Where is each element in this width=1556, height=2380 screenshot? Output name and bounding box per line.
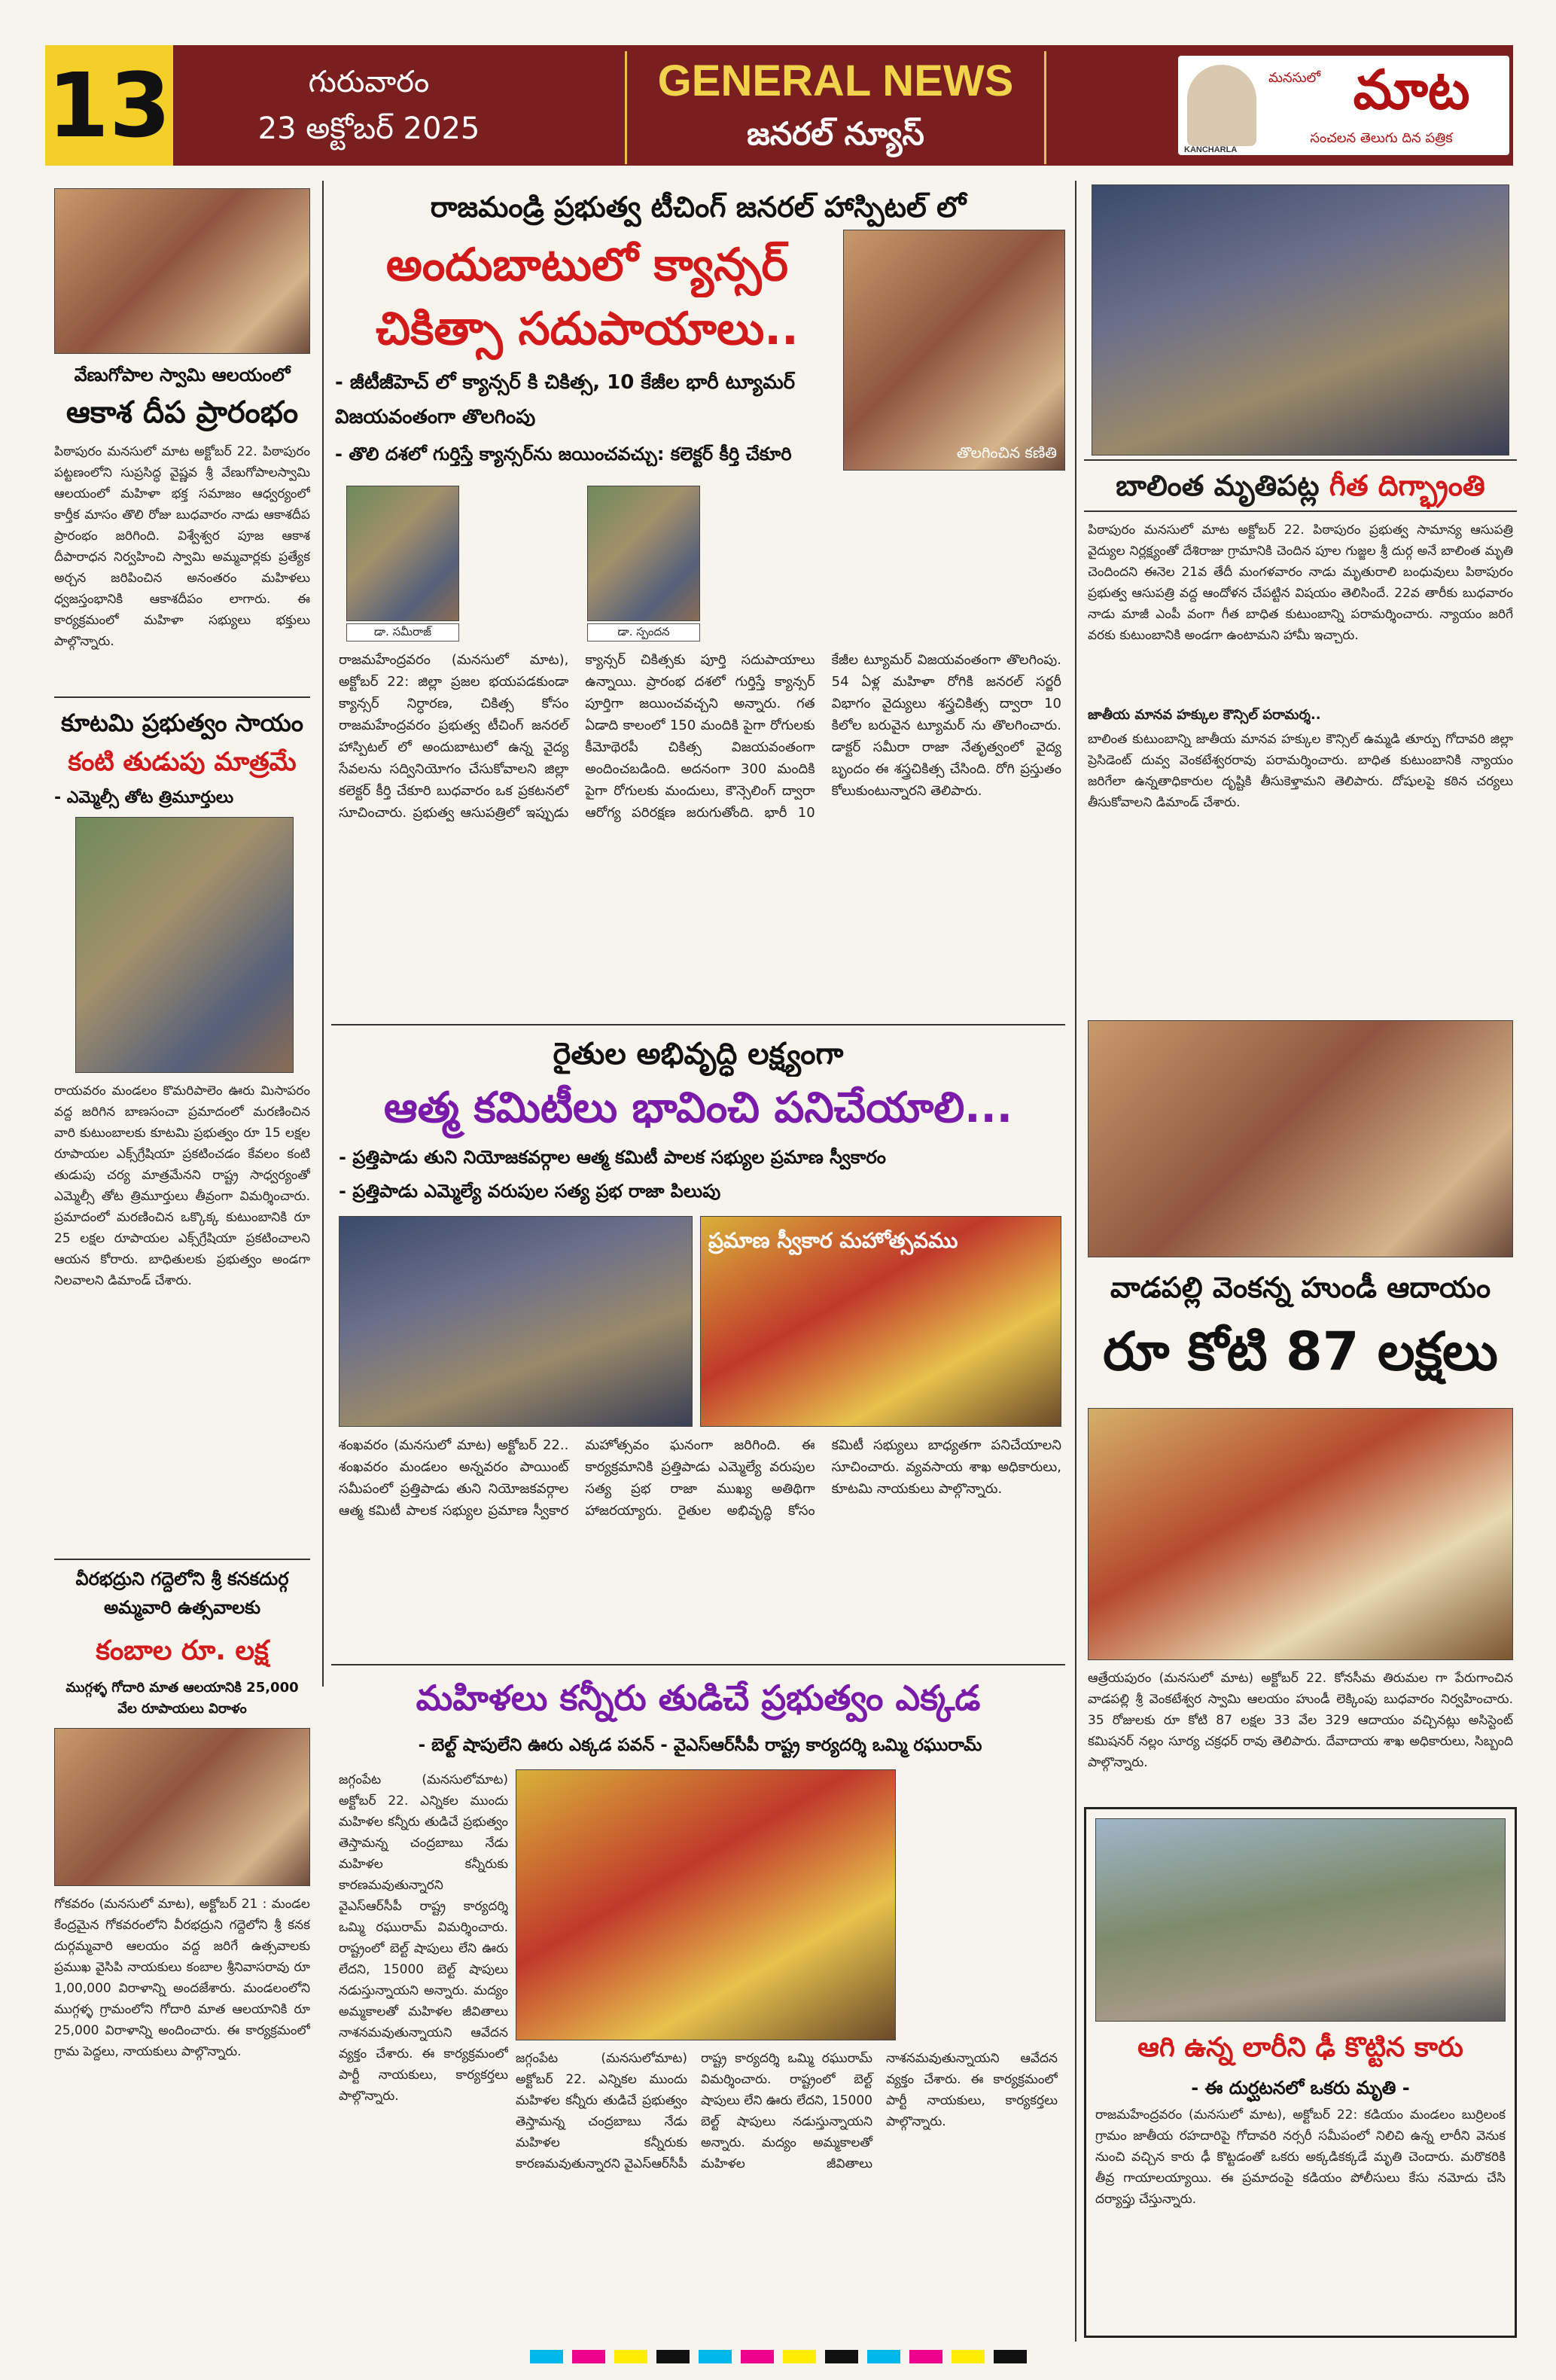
story-body: పిఠాపురం మనసులో మాట అక్టోబర్ 22. పిఠాపురం పట్టణంలోని సుప్రసిద్ధ వైష్ణవ శ్రీ వేణుగోపాలస్వామి ఆలయంలో మహిళా భక్త సమాజం ఆధ్వర్యంలో కార్తీక మాసం తొలి రోజు బుధవారం నాడు ఆకాశదీప ప్రారంభం జరిగింది. విశ్వేశ్వర పూజ ఆకాశ దీపారాధన నిర్వహించి స్వామి అమ్మవార్లకు ప్రత్యేక అర్చన జరిపించిన అనంతరం మహిళలు ధ్వజస్తంభానికి ఆకాశదీపం లాగారు. ఈ కార్యక్రమంలో మహిళా సభ్యులు భక్తులు పాల్గొన్నారు.	[54, 444, 310, 649]
doctor-photo	[587, 486, 700, 621]
cyan-swatch	[530, 2350, 563, 2363]
press-meet-photo	[516, 1769, 896, 2040]
logo-portrait-icon	[1187, 65, 1256, 146]
story-bullet: - జీటీజీహెచ్ లో క్యాన్సర్ కి చికిత్స, 10 కేజీల భారీ ట్యూమర్ విజయవంతంగా తొలగింపు	[335, 371, 796, 428]
yellow-swatch	[614, 2350, 647, 2363]
masthead	[45, 45, 1513, 166]
ceremony-audience-photo	[339, 1216, 693, 1427]
story-body-continued: జగ్గంపేట (మనసులోమాట) అక్టోబర్ 22. ఎన్నికల ముందు మహిళల కన్నీరు తుడిచే ప్రభుత్వం తెస్తామన్న చంద్రబాబు నేడు మహిళల కన్నీరుకు కారణమవుతున్నారని వైఎస్ఆర్‌సీపీ రాష్ట్ర కార్యదర్శి ఒమ్మి రఘురామ్ విమర్శించారు. రాష్ట్రంలో బెల్ట్ షాపులు లేని ఊరు లేదని, 15000 బెల్ట్ షాపులు నడుస్తున్నాయని అన్నారు. మద్యం అమ్మకాలతో మహిళల జీవితాలు నాశనమవుతున్నాయని ఆవేదన వ్యక్తం చేశారు. ఈ కార్యక్రమంలో పార్టీ నాయకులు, కార్యకర్తలు పాల్గొన్నారు.	[516, 2051, 1058, 2171]
story-headline-line1: అందుబాటులో క్యాన్సర్	[385, 239, 789, 291]
accident-photo	[1095, 1818, 1506, 2022]
story-headline	[1084, 459, 1517, 512]
column-divider	[322, 181, 324, 1687]
magenta-swatch	[909, 2350, 942, 2363]
story-kicker: రాజమండ్రి ప్రభుత్వ టీచింగ్ జనరల్ హాస్పిటల్ లో	[430, 190, 967, 224]
print-registration-strip	[0, 2342, 1556, 2372]
black-swatch	[656, 2350, 690, 2363]
issue-date	[181, 59, 557, 157]
column-divider	[1075, 181, 1076, 2342]
story-bullet: - తొలి దశలో గుర్తిస్తే క్యాన్సర్‌ను జయించవచ్చు: కలెక్టర్ కీర్తి చేకూరి	[335, 443, 792, 465]
section-title-en: GENERAL NEWS	[657, 56, 1014, 105]
doctor-photo	[346, 486, 459, 621]
story-headline: కంటి తుడుపు మాత్రమే	[68, 747, 297, 777]
story-byline: - ఎమ్మెల్సీ తోట త్రిమూర్తులు	[54, 788, 234, 807]
headline-black-part: బాలింత మృతిపట్ల	[1116, 469, 1329, 502]
divider	[331, 1664, 1065, 1665]
issue-day: గురువారం	[308, 65, 430, 99]
yellow-swatch	[783, 2350, 816, 2363]
story-headline: ఆత్మ కమిటీలు భావించి పనిచేయాలి...	[383, 1083, 1013, 1132]
temple-photo	[54, 188, 310, 354]
story-deck: - బెల్ట్ షాపులేని ఊరు ఎక్కడ పవన్ - వైఎస్ఆర్‌సీపీ రాష్ట్ర కార్యదర్శి ఒమ్మి రఘురామ్	[418, 1735, 982, 1755]
doctor-name: డా. స్పందన	[587, 623, 700, 641]
divider	[331, 1024, 1065, 1025]
magenta-swatch	[741, 2350, 774, 2363]
yellow-swatch	[952, 2350, 985, 2363]
headline-red-part: గీత దిగ్భ్రాంతి	[1329, 469, 1485, 502]
story-deck: - ఈ దుర్ఘటనలో ఒకరు మృతి -	[1191, 2077, 1410, 2098]
issue-date-text: 23 అక్టోబర్ 2025	[257, 111, 480, 146]
black-swatch	[994, 2350, 1027, 2363]
hundi-counting-photo	[1088, 1408, 1513, 1660]
newspaper-logo	[1178, 56, 1509, 155]
stage-banner: ప్రమాణ స్వీకార మహోత్సవము	[708, 1228, 958, 1253]
story-headline-line1: వాడపల్లి వెంకన్న హుండీ ఆదాయం	[1110, 1271, 1491, 1304]
story-body: గోకవరం (మనసులో మాట), అక్టోబర్ 21 : మండల కేంద్రమైన గోకవరంలోని వీరభద్రుని గద్దెలోని శ్రీ కనక దుర్గమ్మవారి ఆలయం వద్ద జరిగే ఉత్సవాలకు ప్రముఖ వైసిపి నాయకులు కంబాల శ్రీనివాసరావు రూ 1,00,000 విరాళాన్ని అందజేశారు. మండలంలోని ముగ్గళ్ళ గ్రామంలోని గోదారి మాత ఆలయానికి రూ 25,000 విరాళాన్ని అందించారు. ఈ కార్యక్రమంలో గ్రామ పెద్దలు, నాయకులు పాల్గొన్నారు.	[54, 1897, 310, 2059]
tumor-photo	[843, 230, 1065, 471]
doctor-name: డా. సమీరాజ్	[346, 623, 459, 641]
story-body: బాలింత కుటుంబాన్ని జాతీయ మానవ హక్కుల కౌన్సిల్ ఉమ్మడి తూర్పు గోదావరి జిల్లా ప్రెసిడెంట్ దువ్వ వెంకటేశ్వరరావు పరామర్శించారు. బాధిత కుటుంబానికి న్యాయం జరిగేలా ఉన్నతాధికారుల దృష్టికి తీసుకెళ్తామని తెలిపారు. దోషులపై కఠిన చర్యలు తీసుకోవాలని డిమాండ్ చేశారు.	[1088, 732, 1513, 810]
logo-brand: KANCHARLA	[1184, 145, 1238, 154]
story-body: రాయవరం మండలం కొమరిపాలెం ఊరు మిసాపరం వద్ద జరిగిన బాణసంచా ప్రమాదంలో మరణించిన వారి కుటుంబాలకు కూటమి ప్రభుత్వం రూ 15 లక్షల రూపాయల ఎక్స్‌గ్రేషియా ప్రకటించడం కేవలం కంటి తుడుపు చర్య మాత్రమేనని రాష్ట్ర సాధ్వర్యంతో ఎమ్మెల్సీ తోట త్రిమూర్తులు తీవ్రంగా విమర్శించారు. ప్రమాదంలో మరణించిన ఒక్కొక్క కుటుంబానికి రూ 25 లక్షల రూపాయల ఎక్స్‌గ్రేషియా ప్రకటించాలని ఆయన కోరారు. బాధితులకు ప్రభుత్వం అండగా నిలవాలని డిమాండ్ చేశారు.	[54, 1083, 310, 1288]
story-headline: ఆగి ఉన్న లారీని ఢీ కొట్టిన కారు	[1137, 2032, 1463, 2063]
photo-caption: తొలగించిన కణితి	[956, 443, 1057, 462]
story-deck: ముగ్గళ్ళ గోదారి మాత ఆలయానికి 25,000 వేల రూపాయలు విరాళం	[65, 1680, 299, 1717]
story-headline-line2: రూ కోటి 87 లక్షలు	[1103, 1321, 1498, 1382]
divider	[54, 1559, 310, 1560]
mlc-photo	[75, 817, 294, 1073]
story-body: శంఖవరం (మనసులో మాట) అక్టోబర్ 22.. శంఖవరం మండలం అన్నవరం పాయింట్ సమీపంలో ప్రత్తిపాడు తుని నియోజకవర్గాల ఆత్మ కమిటీ పాలక సభ్యుల ప్రమాణ స్వీకార మహోత్సవం ఘనంగా జరిగింది. ఈ కార్యక్రమానికి ప్రత్తిపాడు ఎమ్మెల్యే వరుపుల సత్య ప్రభ రాజా ముఖ్య అతిథిగా హాజరయ్యారు. రైతుల అభివృద్ధి కోసం కమిటీ సభ్యులు బాధ్యతగా పనిచేయాలని సూచించారు. వ్యవసాయ శాఖ అధికారులు, కూటమి నాయకులు పాల్గొన్నారు.	[339, 1437, 1061, 1519]
story-bullet: - ప్రత్తిపాడు ఎమ్మెల్యే వరుపుల సత్య ప్రభ రాజా పిలుపు	[339, 1181, 721, 1202]
logo-small-text: మనసులో	[1268, 70, 1321, 86]
story-body: ఆత్రేయపురం (మనసులో మాట) అక్టోబర్ 22. కోనసీమ తిరుమల గా పేరుగాంచిన వాడపల్లి శ్రీ వెంకటేశ్వర స్వామి ఆలయం హుండీ లెక్కింపు బుధవారం నిర్వహించారు. 35 రోజులకు రూ కోటి 87 లక్షల 33 వేల 329 ఆదాయం వచ్చినట్లు అసిస్టెంట్ కమిషనర్ నల్లం సూర్య చక్రధర్ రావు తెలిపారు. దేవాదాయ శాఖ అధికారులు, సిబ్బంది పాల్గొన్నారు.	[1088, 1671, 1513, 1770]
divider	[54, 696, 310, 698]
story-bullet: - ప్రత్తిపాడు తుని నియోజకవర్గాల ఆత్మ కమిటీ పాలక సభ్యుల ప్రమాణ స్వీకారం	[339, 1147, 886, 1168]
story-headline: మహిళలు కన్నీరు తుడిచే ప్రభుత్వం ఎక్కడ	[416, 1678, 981, 1718]
story-body: జగ్గంపేట (మనసులోమాట) అక్టోబర్ 22. ఎన్నికల ముందు మహిళల కన్నీరు తుడిచే ప్రభుత్వం తెస్తామన్న చంద్రబాబు నేడు మహిళల కన్నీరుకు కారణమవుతున్నారని వైఎస్ఆర్‌సీపీ రాష్ట్ర కార్యదర్శి ఒమ్మి రఘురామ్ విమర్శించారు. రాష్ట్రంలో బెల్ట్ షాపులు లేని ఊరు లేదని, 15000 బెల్ట్ షాపులు నడుస్తున్నాయని అన్నారు. మద్యం అమ్మకాలతో మహిళల జీవితాలు నాశనమవుతున్నాయని ఆవేదన వ్యక్తం చేశారు. ఈ కార్యక్రమంలో పార్టీ నాయకులు, కార్యకర్తలు పాల్గొన్నారు.	[339, 1772, 508, 2104]
page-number: 13	[45, 45, 173, 166]
story-headline: కంబాల రూ. లక్ష	[96, 1635, 269, 1666]
story-body: పిఠాపురం మనసులో మాట అక్టోబర్ 22. పిఠాపురం ప్రభుత్వ సామాన్య ఆసుపత్రి వైద్యుల నిర్లక్ష్యంతో దేశిరాజు గ్రామానికి చెందిన పూల గుజ్జల శ్రీ దుర్గ అనే బాలింత మృతి చెందిందని ఈనెల 21వ తేదీ మంగళవారం నాడు మృతురాలి బంధువులు పిఠాపురం ప్రభుత్వ ఆసుపత్రి వద్ద ఆందోళన చేపట్టిన విషయం తెలిసిందే. 22వ తారీకు బుధవారం నాడు మాజీ ఎంపీ వంగా గీత బాధిత కుటుంబాన్ని పరామర్శించారు. న్యాయం జరిగే వరకు కుటుంబానికి అండగా ఉంటామని హామీ ఇచ్చారు.	[1088, 523, 1513, 643]
logo-wordmark: మాట	[1353, 58, 1470, 121]
donation-photo	[54, 1728, 310, 1886]
story-body: రాజమహేంద్రవరం (మనసులో మాట), అక్టోబర్ 22: జిల్లా ప్రజల భయపడకుండా క్యాన్సర్ నిర్ధారణ, చికిత్స కోసం రాజమహేంద్రవరం ప్రభుత్వ టీచింగ్ జనరల్ హాస్పిటల్ లో అందుబాటులో ఉన్న వైద్య సేవలను సద్వినియోగం చేసుకోవాలని జిల్లా కలెక్టర్ కీర్తి చేకూరి బుధవారం ఒక ప్రకటనలో సూచించారు. ప్రభుత్వ ఆసుపత్రిలో ఇప్పుడు క్యాన్సర్ చికిత్సకు పూర్తి సదుపాయాలు ఉన్నాయి. ప్రారంభ దశలో గుర్తిస్తే క్యాన్సర్ పూర్తిగా జయించవచ్చని అన్నారు. గత ఏడాది కాలంలో 150 మందికి పైగా రోగులకు కీమోథెరపీ చికిత్స విజయవంతంగా అందించబడింది. అదనంగా 300 మందికి పైగా రోగులకు మందులు, కౌన్సెలింగ్ ద్వారా ఆరోగ్య పరిరక్షణ జరుగుతోంది. భారీ 10 కేజీల ట్యూమర్ విజయవంతంగా తొలగింపు. 54 ఏళ్ల మహిళా రోగికి జనరల్ సర్జరీ విభాగం వైద్యులు శస్త్రచికిత్స ద్వారా 10 కిలోల బరువైన ట్యూమర్ ను తొలగించారు. డాక్టర్ సమీరా రాజా నేతృత్వంలో వైద్య బృందం ఈ శస్త్రచికిత్స చేసింది. రోగి ప్రస్తుతం కోలుకుంటున్నారని తెలిపారు.	[339, 652, 1061, 821]
magenta-swatch	[572, 2350, 605, 2363]
ceremony-stage-photo	[700, 1216, 1061, 1427]
section-title-te: జనరల్ న్యూస్	[747, 115, 924, 152]
story-kicker: రైతుల అభివృద్ధి లక్ష్యంగా	[553, 1037, 844, 1071]
story-body: రాజమహేంద్రవరం (మనసులో మాట), అక్టోబర్ 22: కడియం మండలం బుర్రిలంక గ్రామం జాతీయ రహదారిపై గోదావరి నర్సరీ సమీపంలో నిలిచి ఉన్న లారీని వెనుక నుంచి వచ్చిన కారు ఢీ కొట్టడంతో ఒకరు అక్కడికక్కడే మృతి చెందారు. మరొకరికి తీవ్ర గాయాలయ్యాయి. ఈ ప్రమాదంపై కడియం పోలీసులు కేసు నమోదు చేసి దర్యాప్తు చేస్తున్నారు.	[1095, 2107, 1506, 2207]
story-subheading: జాతీయ మానవ హక్కుల కౌన్సిల్ పరామర్శ..	[1088, 707, 1321, 723]
consolation-photo	[1088, 1020, 1513, 1257]
black-swatch	[825, 2350, 858, 2363]
story-kicker: వీరభద్రుని గద్దెలోని శ్రీ కనకదుర్గ అమ్మవారి ఉత్సవాలకు	[75, 1568, 289, 1618]
hospital-visit-photo	[1092, 184, 1509, 456]
logo-tagline: సంచలన తెలుగు దిన పత్రిక	[1310, 130, 1453, 146]
section-title	[625, 51, 1046, 164]
cyan-swatch	[699, 2350, 732, 2363]
cyan-swatch	[867, 2350, 900, 2363]
story-headline-line2: చికిత్సా సదుపాయాలు..	[376, 303, 799, 355]
story-kicker: వేణుగోపాల స్వామి ఆలయంలో	[74, 364, 291, 385]
story-headline: ఆకాశ దీప ప్రారంభం	[65, 395, 299, 430]
story-kicker: కూటమి ప్రభుత్వం సాయం	[60, 709, 304, 737]
